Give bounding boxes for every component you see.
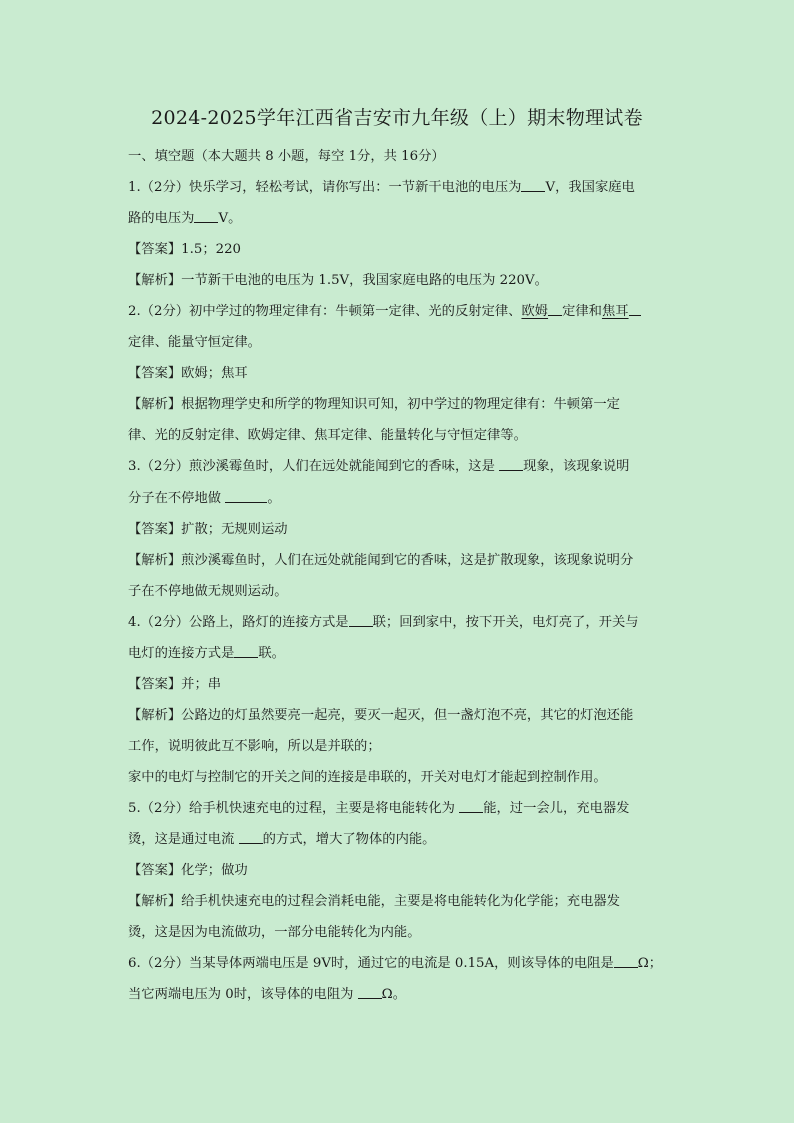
question-4-line-1: 4.（2分）公路上，路灯的连接方式是 联；回到家中，按下开关，电灯亮了，开关与 [128,607,673,638]
question-1-line-2: 路的电压为 V。 [128,203,673,234]
question-4-analysis-3: 家中的电灯与控制它的开关之间的连接是串联的，开关对电灯才能起到控制作用。 [128,769,607,785]
question-4-analysis-1: 【解析】公路边的灯虽然要亮一起亮，要灭一起灭，但一盏灯泡不亮，其它的灯泡还能 [128,707,634,723]
question-4-line-2: 电灯的连接方式是 联。 [128,638,673,669]
filled-blank: 欧姆 [521,304,549,320]
answer-blank [521,177,545,192]
question-list [128,141,673,1010]
question-2-line-2: 定律、能量守恒定律。 [128,335,261,351]
answer-blank [358,984,382,999]
answer-blank [234,643,258,658]
question-2-analysis-2: 律、光的反射定律、欧姆定律、焦耳定律、能量转化与守恒定律等。 [128,428,527,444]
question-3-answer: 【答案】扩散；无规则运动 [128,521,288,537]
question-5-line-2: 烫，这是通过电流 的方式，增大了物体的内能。 [128,824,673,855]
question-5-line-1: 5.（2分）给手机快速充电的过程，主要是将电能转化为 能，过一会儿，充电器发 [128,793,673,824]
answer-blank [614,953,638,968]
question-2-analysis-1: 【解析】根据物理学史和所学的物理知识可知，初中学过的物理定律有：牛顿第一定 [128,397,620,413]
question-4-answer: 【答案】并；串 [128,676,222,692]
question-3-line-2: 分子在不停地做 。 [128,483,673,514]
question-6-line-2: 当它两端电压为 0时，该导体的电阻为 Ω。 [128,979,673,1010]
question-2-answer: 【答案】欧姆；焦耳 [128,366,248,382]
section-heading: 一、填空题（本大题共 8 小题，每空 1分，共 16分） [128,149,445,164]
question-6-line-1: 6.（2分）当某导体两端电压是 9V时，通过它的电流是 0.15A，则该导体的电阻是 Ω； [128,948,673,979]
answer-blank [349,612,373,627]
question-5-analysis-1: 【解析】给手机快速充电的过程会消耗电能，主要是将电能转化为化学能；充电器发 [128,894,620,910]
answer-blank [239,829,263,844]
page-title: 2024-2025学年江西省吉安市九年级（上）期末物理试卷 [151,107,643,129]
question-5-analysis-2: 烫，这是因为电流做功，一部分电能转化为内能。 [128,925,421,941]
answer-blank [459,798,483,813]
question-2-line-1: 2.（2分）初中学过的物理定律有：牛顿第一定律、光的反射定律、欧姆 定律和焦耳 [128,296,673,327]
filled-blank: 焦耳 [601,304,629,320]
question-4-analysis-2: 工作，说明彼此互不影响，所以是并联的； [128,738,381,754]
answer-blank [499,456,523,471]
question-5-answer: 【答案】化学；做功 [128,863,248,879]
answer-blank [225,488,267,503]
question-3-line-1: 3.（2分）煎沙溪霉鱼时，人们在远处就能闻到它的香味，这是 现象，该现象说明 [128,451,673,482]
question-1-analysis: 【解析】一节新干电池的电压为 1.5V，我国家庭电路的电压为 220V。 [128,273,548,289]
question-1-line-1: 1.（2分）快乐学习，轻松考试，请你写出：一节新干电池的电压为 V，我国家庭电 [128,172,673,203]
answer-blank [194,208,218,223]
question-3-analysis-1: 【解析】煎沙溪霉鱼时，人们在远处就能闻到它的香味，这是扩散现象，该现象说明分 [128,552,634,568]
question-1-answer: 【答案】1.5；220 [128,242,242,258]
question-3-analysis-2: 子在不停地做无规则运动。 [128,583,288,599]
